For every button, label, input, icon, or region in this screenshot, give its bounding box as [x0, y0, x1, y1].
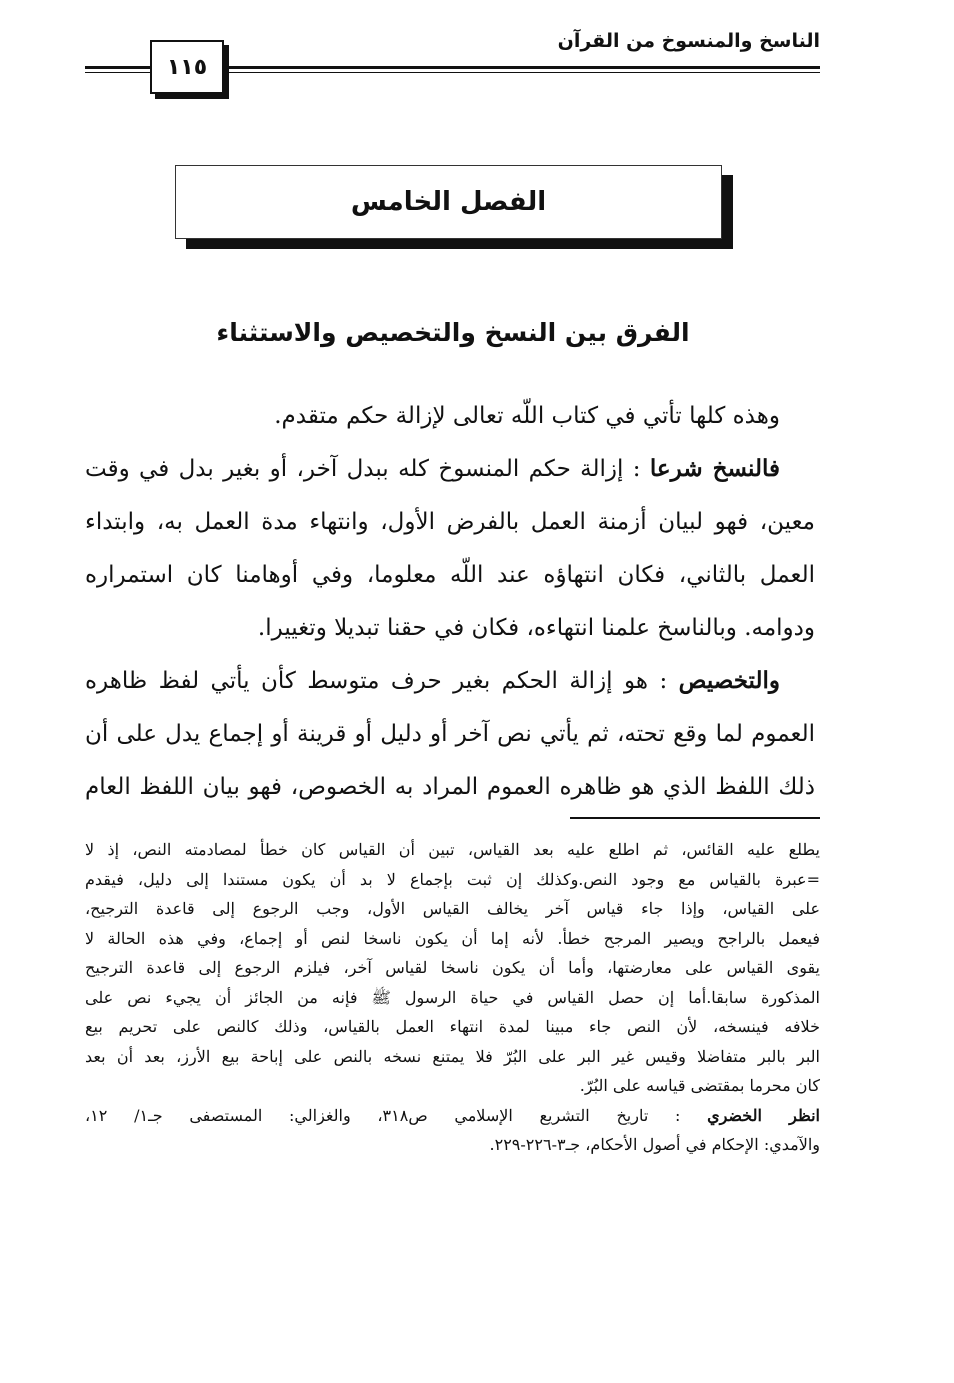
- body-line-text: ذلك اللفظ الذي هو ظاهره العموم المراد به الخصوص، فهو بيان اللفظ العام: [85, 774, 815, 800]
- body-line: [85, 772, 815, 802]
- footnote-separator: [570, 817, 820, 819]
- body-line: [85, 560, 815, 590]
- body-line-text: معين، فهو لبيان أزمنة العمل بالفرض الأول، وانتهاء مدة العمل به، وابتداء: [85, 509, 815, 535]
- footnote-line-text: كان محرما بمقتضى قياسه على البُرّ.: [579, 1076, 820, 1095]
- page-number: ١١٥: [150, 40, 224, 94]
- footnote-line-text: على القياس، وإذا جاء قياس آخر يخالف القياس الأول، وجب الرجوع إلى قاعدة الترجيح،: [85, 899, 820, 918]
- footnote-line-text: =عبرة بالقياس مع وجود النص.وكذلك إن ثبت بإجماع لا بد أن يكون مستندا إلى دليل، فيقدم: [85, 869, 820, 889]
- footnote-line: [85, 839, 820, 861]
- footnote-line: [85, 1134, 820, 1156]
- footnote-line-text: خلافه فينسخه، لأن النص جاء مبينا لمدة انتهاء العمل بالقياس، وذلك كالنص على تحريم بيع: [85, 1017, 820, 1036]
- body-line-text: ودوامه. وبالناسخ علمنا انتهاءه، فكان في حقنا تبديلا وتغييرا.: [257, 615, 815, 641]
- footnote-line: [85, 1016, 820, 1038]
- footnote-line: [85, 1105, 820, 1127]
- footnote-line-text: البر بالبر متفاضلا وقيس غير البر على البُرّ فلا يمتنع نسخه بالنص على إباحة بيع الأرز، بعد أن بعد: [85, 1046, 820, 1066]
- body-line-text: العمل بالثاني، فكان انتهاؤه عند اللّه معلوما، وفي أوهامنا كان استمراره: [85, 562, 815, 588]
- footnote-line-text: والآمدي: الإحكام في أصول الأحكام، جـ٣-٢٢٦-٢٢٩.: [489, 1135, 820, 1154]
- footnote-line: [85, 987, 820, 1009]
- body-term: فالنسخ شرعا: [649, 455, 780, 482]
- body-line-text: وهذه كلها تأتي في كتاب اللّه تعالى لإزالة حكم متقدم.: [274, 403, 780, 429]
- body-line: [85, 401, 780, 431]
- body-line: [85, 507, 815, 537]
- footnote-line-text: المذكورة سابقا.أما إن حصل القياس في حياة الرسول ﷺ فإنه من الجائز أن يجيء نص على: [85, 987, 820, 1007]
- body-line: [85, 454, 780, 484]
- running-title: الناسخ والمنسوخ من القرآن: [557, 30, 820, 52]
- section-heading: الفرق بين النسخ والتخصيص والاستثناء: [216, 318, 690, 347]
- body-line-text: : إزالة حكم المنسوخ كله ببدل آخر، أو بغير بدل في وقت: [85, 456, 650, 482]
- footnote-line-text: : تاريخ التشريع الإسلامي ص٣١٨، والغزالي: المستصفى جـ١/ ١٢،: [85, 1105, 708, 1125]
- body-line-text: العموم لما وقع تحته، ثم يأتي نص آخر أو دليل أو قرينة أو إجماع يدل على أن: [85, 721, 815, 747]
- footnote-line: [85, 869, 820, 891]
- footnote-line: [85, 928, 820, 950]
- footnote-line: [85, 1046, 820, 1068]
- footnote-line: [85, 957, 820, 979]
- footnote-term: انظر الخضري: [707, 1105, 820, 1125]
- body-line: [85, 719, 815, 749]
- footnote-line-text: يطلع عليه القائس، ثم اطلع عليه بعد القياس، تبين أن القياس كان خطأ لمصادمته النص، إذ لا: [85, 840, 820, 859]
- footnote-line-text: يقوى القياس على معارضتها، وأما أن يكون ناسخا لقياس آخر، فيلزم الرجوع إلى قاعدة الترجيح: [85, 958, 821, 977]
- footnote-line-text: فيعمل بالراجح ويصير المرجح خطأ. لأنه إما أن يكون ناسخا لنص أو إجماع، وفي هذه الحالة لا: [85, 928, 820, 948]
- chapter-title: الفصل الخامس: [175, 165, 722, 239]
- body-line: [85, 666, 780, 696]
- footnote-line: [85, 898, 820, 920]
- body-line: [85, 613, 815, 643]
- footnote-line: [85, 1075, 820, 1097]
- body-line-text: : هو إزالة الحكم بغير حرف متوسط كأن يأتي لفظ ظاهره: [85, 668, 679, 694]
- body-term: والتخصيص: [678, 667, 780, 694]
